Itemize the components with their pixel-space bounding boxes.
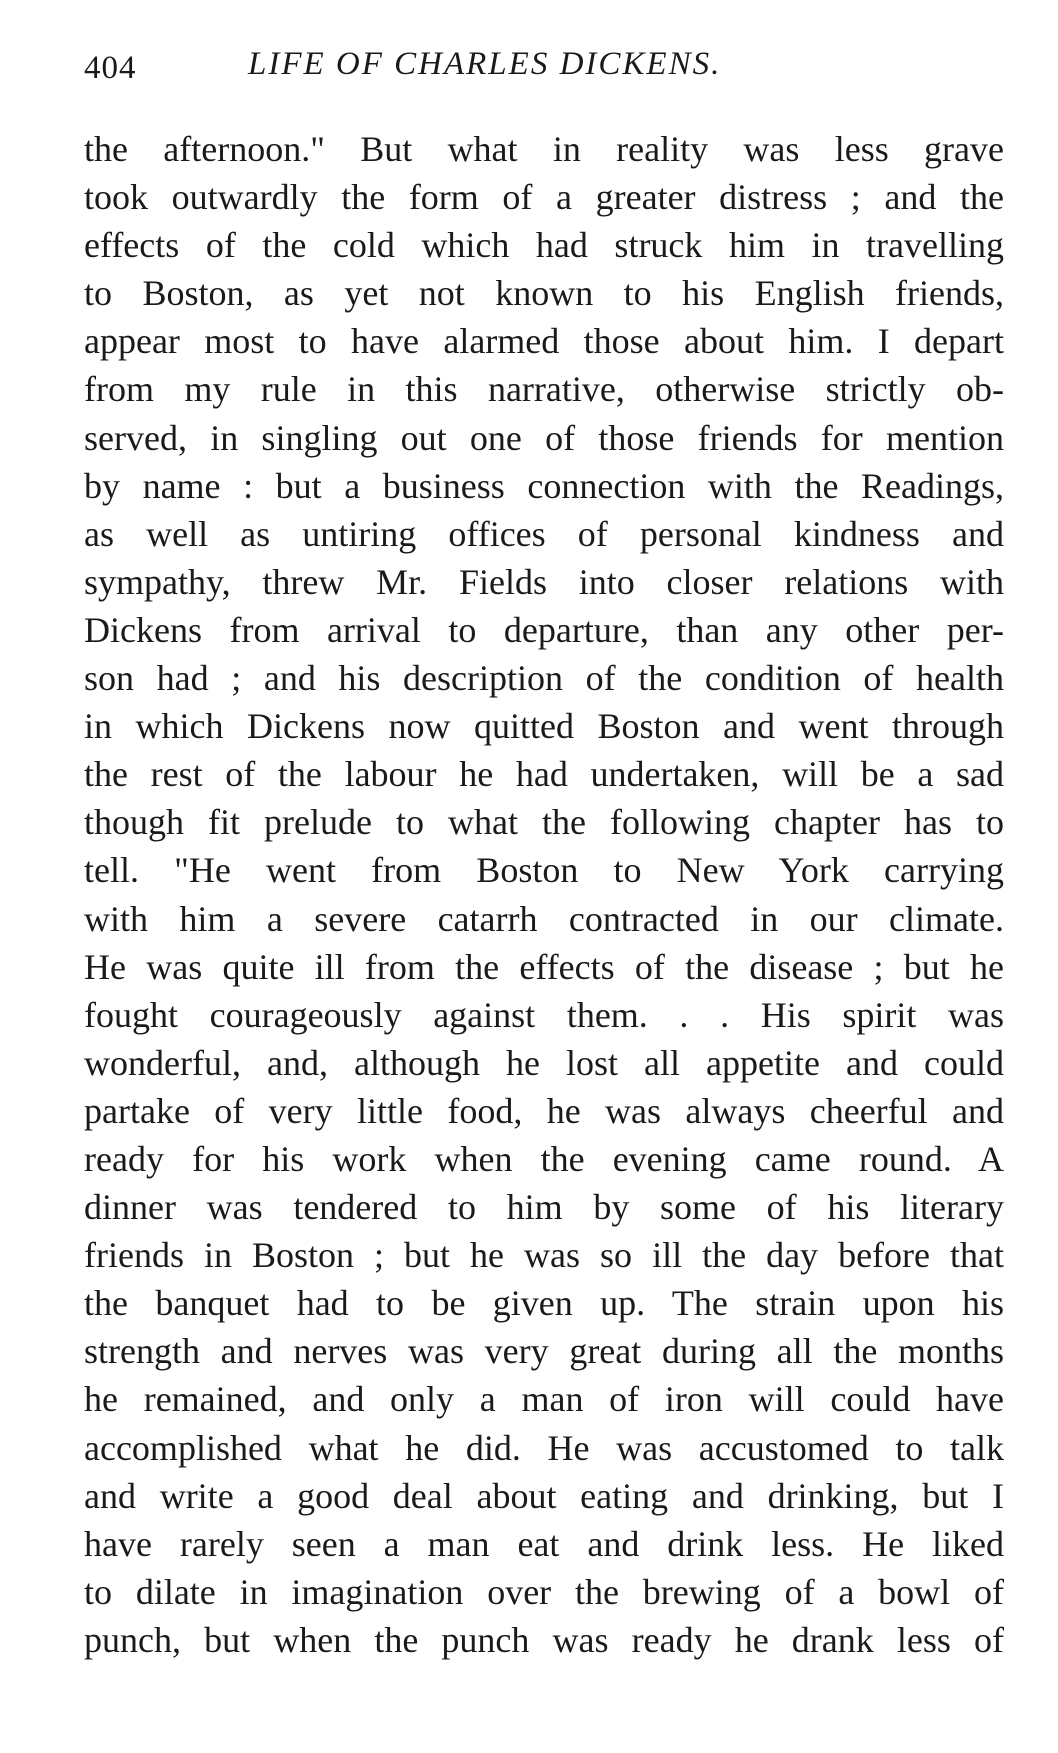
text-line: have rarely seen a man eat and drink less. He liked [84, 1523, 1004, 1564]
text-line: the banquet had to be given up. The strain upon his [84, 1283, 1004, 1324]
text-line: took outwardly the form of a greater distress ; and the [84, 177, 1004, 218]
page-number: 404 [84, 50, 137, 86]
text-line: strength and nerves was very great during all the months [84, 1331, 1004, 1372]
text-line: tell. "He went from Boston to New York carrying [84, 850, 1004, 891]
text-line: and write a good deal about eating and drinking, but I [84, 1475, 1004, 1516]
running-head: LIFE OF CHARLES DICKENS. [248, 46, 722, 82]
text-line: sympathy, threw Mr. Fields into closer relations with [84, 561, 1004, 602]
text-line: in which Dickens now quitted Boston and went through [84, 706, 1004, 747]
text-line: He was quite ill from the effects of the disease ; but he [84, 946, 1004, 987]
body-text [84, 125, 1004, 1664]
text-line: the afternoon." But what in reality was less grave [84, 129, 1004, 169]
text-line: he remained, and only a man of iron will could have [84, 1379, 1004, 1420]
text-line: wonderful, and, although he lost all appetite and could [84, 1042, 1004, 1083]
text-line: Dickens from arrival to departure, than any other per- [84, 609, 1004, 650]
text-line: as well as untiring offices of personal kindness and [84, 513, 1004, 554]
text-line: with him a severe catarrh contracted in our climate. [84, 898, 1004, 939]
text-line: friends in Boston ; but he was so ill the day before that [84, 1235, 1004, 1276]
text-line: to dilate in imagination over the brewing of a bowl of [84, 1571, 1004, 1612]
text-line: ready for his work when the evening came round. A [84, 1138, 1004, 1179]
text-line: though fit prelude to what the following chapter has to [84, 802, 1004, 843]
text-line: punch, but when the punch was ready he drank less of [84, 1619, 1004, 1660]
text-line: appear most to have alarmed those about him. I depart [84, 321, 1004, 362]
text-line: by name : but a business connection with the Readings, [84, 465, 1004, 506]
text-line: served, in singling out one of those friends for mention [84, 417, 1004, 458]
text-line: from my rule in this narrative, otherwise strictly ob- [84, 369, 1004, 410]
text-line: the rest of the labour he had undertaken, will be a sad [84, 754, 1004, 795]
text-line: partake of very little food, he was always cheerful and [84, 1090, 1004, 1131]
text-line: fought courageously against them. . . His spirit was [84, 994, 1004, 1035]
text-line: to Boston, as yet not known to his English friends, [84, 273, 1004, 314]
text-line: dinner was tendered to him by some of his literary [84, 1187, 1004, 1228]
text-line: accomplished what he did. He was accustomed to talk [84, 1427, 1004, 1468]
text-line: effects of the cold which had struck him in travelling [84, 225, 1004, 266]
text-line: son had ; and his description of the condition of health [84, 658, 1004, 699]
page-header [84, 46, 1004, 96]
